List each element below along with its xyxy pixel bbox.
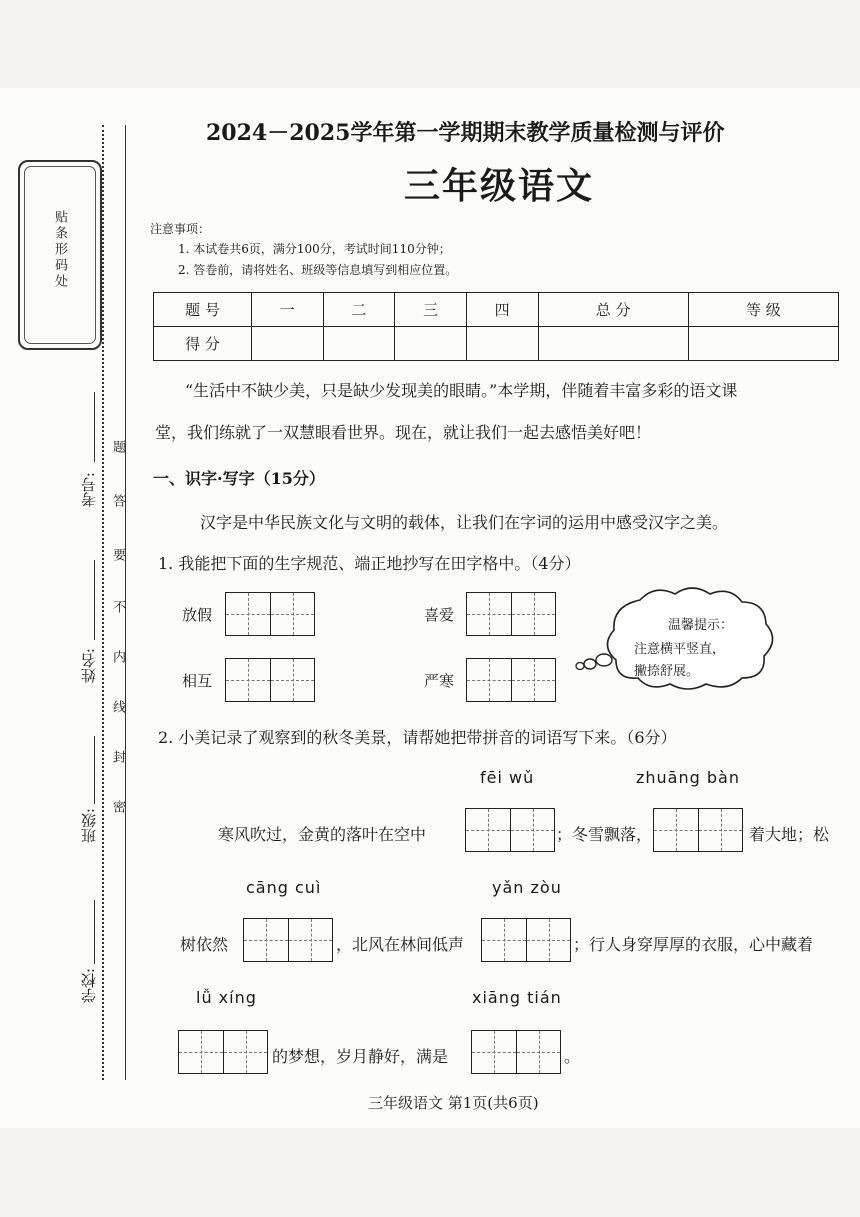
question-2: 2. 小美记录了观察到的秋冬美景，请帮她把带拼音的词语写下来。（6分） [158,728,677,747]
pinyin: zhuāng bàn [636,768,740,787]
word-label: 严寒 [424,672,455,690]
score-row-label: 得 分 [154,327,252,361]
tianzige-grid[interactable] [466,592,556,636]
pinyin: xiāng tián [472,988,562,1007]
class-label: 班级: [80,808,98,844]
sentence-text: ；行人身穿厚厚的衣服，心中藏着 [573,935,814,954]
sentence-text: 。 [564,1047,581,1066]
seal-char: 密 [110,800,125,813]
exam-number-line [94,392,95,462]
sentence-text: 着大地；松 [749,825,830,844]
barcode-box [18,160,102,350]
tip-line: 撇捺舒展。 [634,664,700,679]
score-cell[interactable] [538,327,688,361]
score-cell[interactable] [323,327,395,361]
tianzige-grid[interactable] [466,658,556,702]
tip-line: 注意横平竖直， [634,642,726,657]
pinyin: yǎn zòu [492,878,562,897]
exam-number-label: 考号: [80,472,98,508]
score-cell[interactable] [252,327,324,361]
tianzige-grid[interactable] [653,808,743,852]
score-cell[interactable] [395,327,467,361]
pinyin: lǚ xíng [196,988,257,1007]
section-intro: 汉字是中华民族文化与文明的载体，让我们在字词的运用中感受汉字之美。 [200,513,729,532]
seal-char: 线 [110,700,125,713]
tianzige-grid[interactable] [471,1030,561,1074]
tianzige-grid[interactable] [465,808,555,852]
score-cell[interactable] [466,327,538,361]
sentence-text: 的梦想，岁月静好，满是 [272,1047,449,1066]
school-line [94,900,95,964]
tianzige-grid[interactable] [243,918,333,962]
seal-char: 答 [110,494,125,507]
table-header-cell: 二 [323,293,395,327]
subject-title: 三年级语文 [404,165,595,207]
sentence-text: ，北风在林间低声 [336,935,465,954]
notice-item: 1. 本试卷共6页，满分100分，考试时间110分钟； [178,242,451,256]
score-cell[interactable] [688,327,838,361]
table-header-cell: 总 分 [538,293,688,327]
class-line [94,736,95,804]
intro-line: “生活中不缺少美，只是缺少发现美的眼睛。”本学期，伴随着丰富多彩的语文课 [185,381,738,400]
sentence-text: ；冬雪飘落， [556,825,653,844]
seal-char: 封 [110,750,125,763]
word-label: 相互 [182,672,213,690]
score-table [153,292,839,361]
notice-item: 2. 答卷前，请将姓名、班级等信息填写到相应位置。 [178,263,458,277]
pinyin: cāng cuì [246,878,322,897]
barcode-label: 贴条形码处 [52,210,67,290]
notice-heading: 注意事项： [150,222,211,236]
page-footer: 三年级语文 第1页(共6页) [368,1094,539,1112]
tianzige-grid[interactable] [225,658,315,702]
name-line [94,560,95,640]
dotted-binding-line [102,125,104,1080]
seal-char: 要 [110,548,125,561]
seal-char: 题 [110,440,125,453]
word-label: 喜爱 [424,606,455,624]
tianzige-grid[interactable] [225,592,315,636]
pinyin: fēi wǔ [480,768,535,787]
sentence-text: 寒风吹过，金黄的落叶在空中 [218,825,427,844]
seal-char: 内 [110,650,125,663]
question-1: 1. 我能把下面的生字规范、端正地抄写在田字格中。（4分） [158,554,581,573]
tianzige-grid[interactable] [481,918,571,962]
intro-line: 堂，我们练就了一双慧眼看世界。现在，就让我们一起去感悟美好吧！ [155,423,652,442]
word-label: 放假 [182,606,213,624]
exam-title: 2024－2025学年第一学期期末教学质量检测与评价 [206,120,725,146]
table-header-cell: 三 [395,293,467,327]
table-header-cell: 四 [466,293,538,327]
tip-title: 温馨提示： [668,618,734,633]
school-label: 学校: [80,968,98,1004]
name-label: 姓名: [80,648,98,684]
tianzige-grid[interactable] [178,1030,268,1074]
seal-char: 不 [110,600,125,613]
table-header-cell: 等 级 [688,293,838,327]
table-header-cell: 一 [252,293,324,327]
section-title: 一、识字·写字（15分） [153,469,325,488]
sentence-text: 树依然 [180,935,229,954]
table-header-cell: 题 号 [154,293,252,327]
